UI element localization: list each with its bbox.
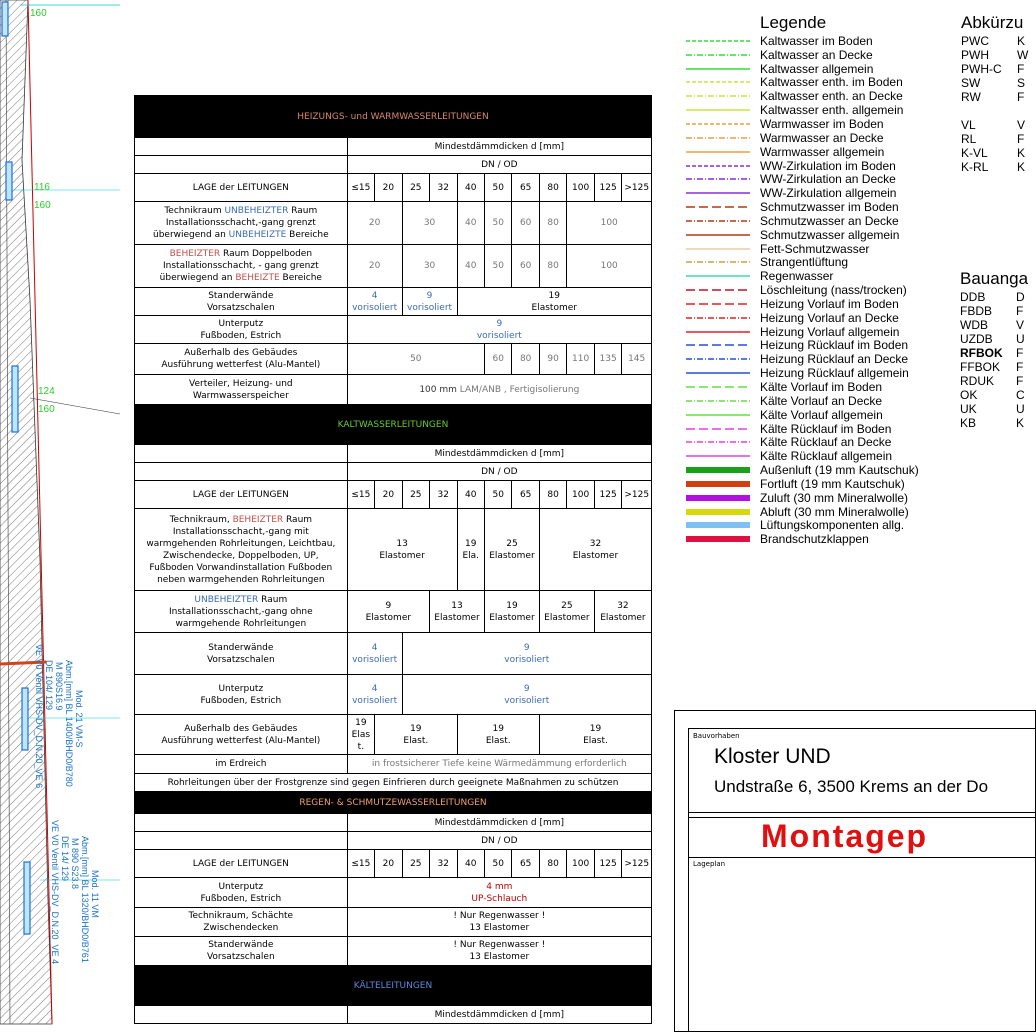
bau-item: OK C <box>960 388 1025 402</box>
legend-title: Legende <box>760 13 827 32</box>
dim-label: 124 <box>38 386 55 397</box>
legend-label: Heizung Rücklauf an Decke <box>760 352 909 367</box>
dim-label: 160 <box>34 200 51 211</box>
bau-item: FFBOK F <box>960 360 1024 374</box>
legend-item <box>686 89 956 103</box>
line-style-swatch <box>686 230 750 240</box>
insulation-table: HEIZUNGS- und WARMWASSERLEITUNGEN Mindestdämmdicken d [mm] DN / OD LAGE der LEITUNGEN ≤15 20 25 32 40 50 65 80 100 125 >125 Technikraum UNBEHEIZTER Raum Installationsschacht,-gang grenzt überwiegend an UNBEHEIZTE Bereiche 20 30 40 50 60 80 100 BEHEIZTER Raum Doppelboden Installationsschacht, - gang grenzt überwiegend an BEHEIZTE Bereiche 20 30 40 50 60 80 100 Standerwände Vorsatzschalen 4 vorisoliert 9 vorisoliert 19 Elastomer Unterputz Fußboden, Estrich 9 vorisoliert Außerhalb des Gebäudes Ausführung wetterfest (Alu-Mantel) 50 60 80 90 110 135 145 Verteiler, Heizung- und Warmwasserspeicher 100 mm LAM/ANB , Fertigisolierung KALTWASSERLEITUNGEN Mindestdämmdicken d [mm] DN / OD LAGE der LEITUNGEN ≤15 20 25 32 40 50 65 80 100 125 >125 Technikraum, BEHEIZTER Raum Installationsschacht,-gang mit warmgehenden Rohrleitungen, Leichtbau, Zwischendecke, Doppelboden, UP, Fußboden Vorwandinstallation Fußboden neben warmgehenden Rohrleitungen 13 Elastomer 19 Ela. 25 Elastomer 32 Elastomer UNBEHEIZTER Raum Installationsschacht,-gang ohne warmgehende Rohrleitungen 9 Elastomer 13 Elastomer 19 Elastomer 25 Elastomer 32 Elastomer Standerwände Vorsatzschalen 4 vorisoliert 9 vorisoliert Unterputz Fußboden, Estrich 4 vorisoliert 9 vorisoliert Außerhalb des Gebäudes Ausführung wetterfest (Alu-Mantel) 19 Elas t. 19 Elast. 19 Elast. 19 Elast. im Erdreich in frostsicherer Tiefe keine Wärmedämmung erforderlich Rohrleitungen über der Frostgrenze sind gegen Einfrieren durch geeignete Maßnahmen zu schützen REGEN- & SCHMUTZEWASSERLEITUNGEN Mindestdämmdicken d [mm] DN / OD LAGE der LEITUNGEN ≤15 20 25 32 40 50 65 80 100 125 >125 Unterputz Fußboden, Estrich 4 mm UP-Schlauch Technikraum, Schächte Zwischendecken ! Nur Regenwasser ! 13 Elastomer Standerwände Vorsatzschalen ! Nur Regenwasser ! 13 Elastomer KÄLTELEITUNGEN Mindestdämmdicken d [mm] <box>134 95 652 1024</box>
line-style-swatch <box>686 493 750 503</box>
table-row: Standerwände Vorsatzschalen 4 vorisoliert 9 vorisoliert <box>135 633 652 675</box>
legend-item <box>686 297 956 311</box>
legend-item <box>686 325 956 339</box>
legend-item <box>686 422 956 436</box>
line-style-swatch <box>686 368 750 378</box>
table-row: Außerhalb des Gebäudes Ausführung wetterfest (Alu-Mantel) 19 Elas t. 19 Elast. 19 Elast. 19 Elast. <box>135 715 652 755</box>
abbr-item: K-VL K <box>961 146 1026 160</box>
line-style-swatch <box>686 410 750 420</box>
legend-label: Kälte Rücklauf im Boden <box>760 421 892 436</box>
legend-item <box>686 339 956 353</box>
legend-label: Heizung Vorlauf im Boden <box>760 296 899 311</box>
svg-text:M 890 S23.8: M 890 S23.8 <box>70 838 80 890</box>
table-row: Außerhalb des Gebäudes Ausführung wetterfest (Alu-Mantel) 50 60 80 90 110 135 145 <box>135 344 652 375</box>
line-style-swatch <box>686 354 750 364</box>
dn-row: LAGE der LEITUNGEN ≤15 20 25 32 40 50 65 80 100 125 >125 <box>135 481 652 509</box>
legend-item <box>686 117 956 131</box>
section-heading-cold: KALTWASSERLEITUNGEN <box>135 405 652 445</box>
legend-item <box>686 131 956 145</box>
construction-details <box>960 268 1029 430</box>
legend-label: Schmutzwasser im Boden <box>760 200 899 215</box>
line-style-swatch <box>686 382 750 392</box>
legend-item <box>686 449 956 463</box>
legend-item <box>686 62 956 76</box>
legend-item <box>686 283 956 297</box>
legend-label: Warmwasser an Decke <box>760 130 884 145</box>
legend-label: Strangentlüftung <box>760 255 849 270</box>
legend-label: Kaltwasser an Decke <box>760 47 873 62</box>
legend-label: Kaltwasser enth. im Boden <box>760 75 903 90</box>
floor-plan-drawing <box>0 0 120 1024</box>
table-row: Technikraum, Schächte Zwischendecken ! Nur Regenwasser ! 13 Elastomer <box>135 908 652 937</box>
bau-item: UK U <box>960 402 1025 416</box>
legend-label: Schmutzwasser an Decke <box>760 213 899 228</box>
svg-text:Abm.[mm] BL 1320/BHD0/B761: Abm.[mm] BL 1320/BHD0/B761 <box>80 836 90 963</box>
line-style-swatch <box>686 216 750 226</box>
table-row: Standerwände Vorsatzschalen 4 vorisoliert 9 vorisoliert 19 Elastomer <box>135 288 652 316</box>
title-block <box>674 710 1036 1032</box>
legend-label: Lüftungskomponenten allg. <box>760 518 905 533</box>
legend-item <box>686 366 956 380</box>
legend-item <box>686 34 956 48</box>
bv-label: Bauvorhaben <box>693 732 740 740</box>
line-style-swatch <box>686 174 750 184</box>
svg-text:Mod. 21 VM-S: Mod. 21 VM-S <box>74 690 84 748</box>
line-style-swatch <box>686 161 750 171</box>
legend-item <box>686 214 956 228</box>
legend-label: Heizung Rücklauf im Boden <box>760 338 909 353</box>
legend-item <box>686 103 956 117</box>
legend-label: Fett-Schmutzwasser <box>760 241 870 256</box>
bau-item: DDB D <box>960 290 1025 304</box>
bau-item: RFBOK F <box>960 346 1024 360</box>
legend-item <box>686 145 956 159</box>
legend-item <box>686 394 956 408</box>
legend-item <box>686 519 956 533</box>
legend-item <box>686 491 956 505</box>
abbr-item: RL F <box>961 132 1025 146</box>
legend-item <box>686 172 956 186</box>
abbr-item <box>961 104 1024 118</box>
svg-text:DE 14/ 129: DE 14/ 129 <box>60 836 70 882</box>
legend-item <box>686 200 956 214</box>
bau-item: WDB V <box>960 318 1025 332</box>
legend-item <box>686 435 956 449</box>
legend-label: Heizung Vorlauf an Decke <box>760 310 899 325</box>
dim-label: 160 <box>38 404 55 415</box>
line-style-swatch <box>686 479 750 489</box>
project-address: Undstraße 6, 3500 Krems an der Do <box>714 777 989 796</box>
line-style-swatch <box>686 520 750 530</box>
legend-label: Regenwasser <box>760 269 834 284</box>
legend-label: Kaltwasser enth. an Decke <box>760 89 903 104</box>
line-style-swatch <box>686 424 750 434</box>
line-style-swatch <box>686 147 750 157</box>
abbr-item: PWH W <box>961 48 1029 62</box>
legend-item <box>686 269 956 283</box>
line-style-swatch <box>686 188 750 198</box>
legend-item <box>686 76 956 90</box>
line-style-swatch <box>686 465 750 475</box>
line-style-swatch <box>686 105 750 115</box>
dim-label: 160 <box>30 8 47 19</box>
legend-item <box>686 505 956 519</box>
legend-item <box>686 477 956 491</box>
dim-label: 116 <box>34 182 50 193</box>
radiator-2 <box>6 162 12 200</box>
legend-label: Kaltwasser im Boden <box>760 33 873 48</box>
svg-text:DE 104/ 129: DE 104/ 129 <box>44 660 54 711</box>
table-row: Technikraum, BEHEIZTER Raum Installationsschacht,-gang mit warmgehenden Rohrleitungen, Leichtbau, Zwischendecke, Doppelboden, UP, Fußboden Vorwandinstallation Fußboden neben warmgehenden Rohrleitungen 13 Elastomer 19 Ela. 25 Elastomer 32 Elastomer <box>135 509 652 591</box>
line-style-swatch <box>686 451 750 461</box>
svg-text:VE V0 Ventil VHS-DV_D.N.20_VE: VE V0 Ventil VHS-DV_D.N.20_VE 6 <box>34 644 44 789</box>
line-style-swatch <box>686 271 750 281</box>
line-style-swatch <box>686 36 750 46</box>
legend-label: Schmutzwasser allgemein <box>760 227 900 242</box>
abbr-item: VL V <box>961 118 1026 132</box>
abbr-item: RW F <box>961 90 1025 104</box>
table-row: Verteiler, Heizung- und Warmwasserspeicher 100 mm LAM/ANB , Fertigisolierung <box>135 375 652 405</box>
table-row: Technikraum UNBEHEIZTER Raum Installationsschacht,-gang grenzt überwiegend an UNBEHEIZTE Bereiche 20 30 40 50 60 80 100 <box>135 202 652 245</box>
lageplan-label: Lageplan <box>693 860 726 868</box>
legend <box>686 12 956 546</box>
table-row: Standerwände Vorsatzschalen ! Nur Regenwasser ! 13 Elastomer <box>135 937 652 966</box>
legend-label: Kälte Rücklauf an Decke <box>760 435 892 450</box>
table-note: Rohrleitungen über der Frostgrenze sind gegen Einfrieren durch geeignete Maßnahmen zu schützen <box>135 774 652 792</box>
abbr-item: PWC K <box>961 34 1026 48</box>
line-style-swatch <box>686 77 750 87</box>
legend-label: Abluft (30 mm Mineralwolle) <box>760 504 909 519</box>
svg-text:Mod. 11 VM: Mod. 11 VM <box>90 870 100 918</box>
legend-item <box>686 256 956 270</box>
pipe-annotation-2 <box>50 820 100 964</box>
legend-label: Kaltwasser enth. allgemein <box>760 103 904 118</box>
line-style-swatch <box>686 244 750 254</box>
line-style-swatch <box>686 534 750 544</box>
radiator-4 <box>22 688 28 750</box>
legend-label: Brandschutzklappen <box>760 532 869 547</box>
svg-text:Abm.[mm] BL 1400/BHD0/B780: Abm.[mm] BL 1400/BHD0/B780 <box>64 660 74 787</box>
table-row: UNBEHEIZTER Raum Installationsschacht,-gang ohne warmgehende Rohrleitungen 9 Elastomer 13 Elastomer 19 Elastomer 25 Elastomer 32 Elastomer <box>135 591 652 633</box>
dn-row: LAGE der LEITUNGEN ≤15 20 25 32 40 50 65 80 100 125 >125 <box>135 850 652 878</box>
line-style-swatch <box>686 313 750 323</box>
abbr-item: K-RL K <box>961 160 1026 174</box>
abbreviations <box>961 12 1029 174</box>
table-row: Unterputz Fußboden, Estrich 4 vorisoliert 9 vorisoliert <box>135 675 652 715</box>
legend-item <box>686 159 956 173</box>
legend-item <box>686 352 956 366</box>
line-style-swatch <box>686 257 750 267</box>
legend-label: Heizung Rücklauf allgemein <box>760 366 909 381</box>
legend-label: Warmwasser allgemein <box>760 144 885 159</box>
svg-text:VE V0 Ventil VHS-DV_D.N.20_VE: VE V0 Ventil VHS-DV_D.N.20_VE 4 <box>50 820 60 965</box>
line-style-swatch <box>686 119 750 129</box>
line-style-swatch <box>686 340 750 350</box>
bau-title: Bauanga <box>960 269 1029 288</box>
min-thickness-header: Mindestdämmdicken d [mm] <box>347 138 651 156</box>
legend-label: Warmwasser im Boden <box>760 116 884 131</box>
bau-item: FBDB F <box>960 304 1024 318</box>
radiator-5 <box>24 862 30 934</box>
line-style-swatch <box>686 202 750 212</box>
project-name: Kloster UND <box>714 745 831 768</box>
legend-item <box>686 228 956 242</box>
legend-item <box>686 186 956 200</box>
section-heading-rain: REGEN- & SCHMUTZEWASSERLEITUNGEN <box>135 792 652 814</box>
table-row: im Erdreich in frostsicherer Tiefe keine Wärmedämmung erforderlich <box>135 755 652 774</box>
legend-label: WW-Zirkulation allgemein <box>760 186 897 201</box>
line-style-swatch <box>686 327 750 337</box>
svg-text:M 890S16.9: M 890S16.9 <box>54 662 64 711</box>
abbr-title: Abkürzu <box>961 13 1024 32</box>
radiator-1 <box>2 2 8 36</box>
legend-label: WW-Zirkulation an Decke <box>760 172 896 187</box>
line-style-swatch <box>686 133 750 143</box>
table-row: Unterputz Fußboden, Estrich 9 vorisoliert <box>135 316 652 344</box>
legend-item <box>686 532 956 546</box>
abbr-item: PWH-C F <box>961 62 1025 76</box>
section-heading-heating: HEIZUNGS- und WARMWASSERLEITUNGEN <box>135 96 652 138</box>
legend-label: Außenluft (19 mm Kautschuk) <box>760 463 919 478</box>
legend-label: Heizung Vorlauf allgemein <box>760 324 900 339</box>
bau-item: KB K <box>960 416 1025 430</box>
bau-item: RDUK F <box>960 374 1024 388</box>
pipe-annotation-1 <box>34 644 84 788</box>
section-heading-kaelte: KÄLTELEITUNGEN <box>135 966 652 1006</box>
legend-item <box>686 380 956 394</box>
legend-label: Kälte Vorlauf im Boden <box>760 380 883 395</box>
legend-label: Kälte Vorlauf an Decke <box>760 393 883 408</box>
legend-item <box>686 408 956 422</box>
radiator-3 <box>12 366 18 432</box>
dn-row: LAGE der LEITUNGEN ≤15 20 25 32 40 50 65 80 100 125 >125 <box>135 174 652 202</box>
legend-label: Kaltwasser allgemein <box>760 61 874 76</box>
line-style-swatch <box>686 437 750 447</box>
dn-od-header: DN / OD <box>347 156 651 174</box>
line-style-swatch <box>686 285 750 295</box>
line-style-swatch <box>686 50 750 60</box>
legend-label: Fortluft (19 mm Kautschuk) <box>760 476 905 491</box>
legend-item <box>686 48 956 62</box>
bau-item: UZDB U <box>960 332 1025 346</box>
line-style-swatch <box>686 91 750 101</box>
legend-item <box>686 311 956 325</box>
legend-label: WW-Zirkulation im Boden <box>760 158 896 173</box>
legend-item <box>686 463 956 477</box>
legend-label: Löschleitung (nass/trocken) <box>760 283 907 298</box>
legend-item <box>686 242 956 256</box>
table-row: BEHEIZTER Raum Doppelboden Installationsschacht, - gang grenzt überwiegend an BEHEIZTE Bereiche 20 30 40 50 60 80 100 <box>135 245 652 288</box>
montage-stamp: Montagep <box>761 818 929 854</box>
line-style-swatch <box>686 299 750 309</box>
legend-label: Kälte Vorlauf allgemein <box>760 407 883 422</box>
line-style-swatch <box>686 396 750 406</box>
line-style-swatch <box>686 507 750 517</box>
legend-label: Kälte Rücklauf allgemein <box>760 449 893 464</box>
line-style-swatch <box>686 64 750 74</box>
legend-label: Zuluft (30 mm Mineralwolle) <box>760 490 909 505</box>
abbr-item: SW S <box>961 76 1026 90</box>
table-row: Unterputz Fußboden, Estrich 4 mm UP-Schlauch <box>135 878 652 908</box>
